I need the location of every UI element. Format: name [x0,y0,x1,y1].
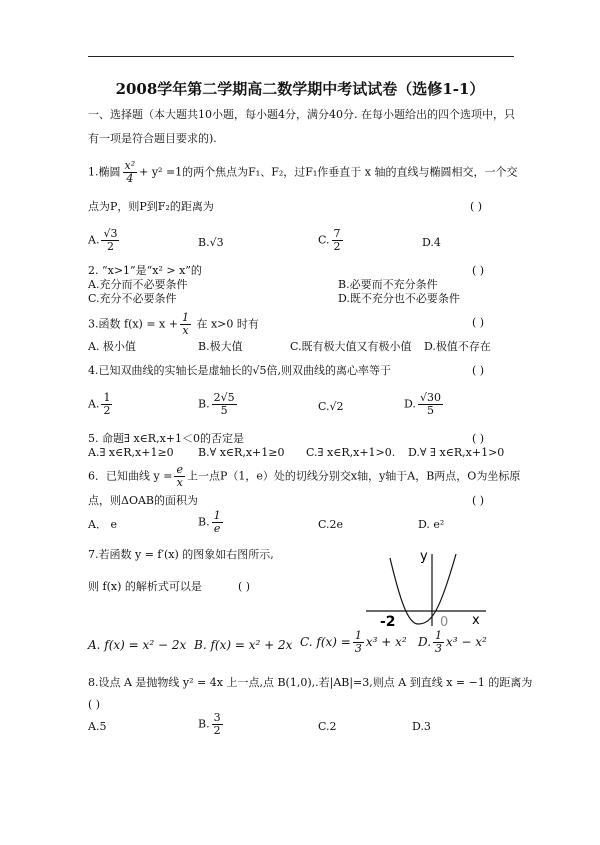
q2-answer-paren[interactable]: ( ) [472,264,485,277]
q4-option-b[interactable]: B. $\frac{2√5}{5}$ [198,391,235,417]
q6-answer-paren[interactable]: ( ) [472,494,485,507]
q1-option-c[interactable]: C. $\frac{7}{2}$ [318,227,341,253]
q8-stem: 8.设点 A 是抛物线 y² = 4x 上一点,点 B(1,0),.若|AB|=3,则点 A 到直线 x = −1 的距离为 [88,676,533,689]
q8-option-a[interactable]: A.5 [88,720,107,733]
graph-neg2-label: -2 [380,614,396,630]
q4-option-c[interactable]: C.√2 [318,400,344,413]
q5-option-c[interactable]: C.∃ x∈R,x+1>0. [306,446,396,459]
q5-option-d[interactable]: D.∀ ∃ x∈R,x+1>0 [408,446,505,459]
q3-option-b[interactable]: B.极大值 [198,340,243,353]
q7-option-d[interactable]: D. $\frac{1}{3}$ x³ − x² [418,629,487,655]
q8-option-d[interactable]: D.3 [412,720,431,733]
derivative-graph [360,540,492,630]
q5-stem: 5. 命题∃ x∈R,x+1＜0的否定是 [88,432,244,445]
q4-option-a[interactable]: A. $\frac{1}{2}$ [88,391,111,417]
intro-line1: 一、选择题（本大题共10小题，每小题4分，满分40分. 在每小题给出的四个选项中，只 [88,108,515,121]
graph-zero-label: 0 [440,615,449,630]
q3-answer-paren[interactable]: ( ) [472,316,485,329]
q2-option-b[interactable]: B.必要而不充分条件 [338,278,438,291]
q6-option-b[interactable]: B. $\frac{1}{e}$ [198,509,221,535]
q6-option-c[interactable]: C.2e [318,518,344,531]
intro-line2: 有一项是符合题目要求的). [88,132,217,145]
q6-option-a[interactable]: A． e [88,518,117,531]
q7-answer-paren[interactable]: ( ) [238,580,251,593]
q4-option-d[interactable]: D. $\frac{√30}{5}$ [404,391,441,417]
q3-stem: 3.函数 f(x) = x + $\frac{1}{x}$ 在 x>0 时有 [88,311,259,337]
q1-stem: 1.椭圆 $\frac{\text{x²}}{4}$ + y² =1的两个焦点为F₁、F₂，过F₁作垂直于 x 轴的直线与椭圆相交，一个交 [88,159,518,185]
q2-option-a[interactable]: A.充分而不必要条件 [88,278,188,291]
header-rule [88,56,514,57]
q3-option-a[interactable]: A. 极小值 [88,340,136,353]
q8-option-b[interactable]: B. $\frac{3}{2}$ [198,711,221,737]
q7-option-c[interactable]: C. f(x) = $\frac{1}{3}$ x³ + x² [300,629,407,655]
q5-answer-paren[interactable]: ( ) [472,432,485,445]
q7-option-a[interactable]: A. f(x) = x² − 2x [88,638,187,652]
q6-option-d[interactable]: D. e² [418,518,445,531]
q2-option-d[interactable]: D.既不充分也不必要条件 [338,292,460,305]
graph-y-label: y [420,549,428,564]
q7-line2: 则 f(x) 的解析式可以是 [88,580,202,593]
q1-line2: 点为P，则P到F₂的距离为 [88,200,214,213]
q8-answer-paren[interactable]: ( ) [88,698,101,711]
q4-answer-paren[interactable]: ( ) [472,364,485,377]
q5-option-b[interactable]: B.∀ x∈R,x+1≥0 [198,446,285,459]
q1-option-b[interactable]: B.√3 [198,236,224,249]
page-title: 2008学年第二学期高二数学期中考试试卷（选修1-1） [115,80,485,98]
q1-answer-paren[interactable]: ( ) [470,200,483,213]
graph-x-label: x [472,613,480,628]
q6-line2: 点，则ΔOAB的面积为 [88,494,198,507]
q5-option-a[interactable]: A.∃ x∈R,x+1≥0 [88,446,174,459]
graph-parabola [390,554,456,624]
q3-option-d[interactable]: D.极值不存在 [424,340,491,353]
q3-option-c[interactable]: C.既有极大值又有极小值 [290,340,412,353]
q7-stem: 7.若函数 y = f′(x) 的图象如右图所示, [88,548,274,561]
q2-option-c[interactable]: C.充分不必要条件 [88,292,177,305]
q1-option-d[interactable]: D.4 [422,236,441,249]
q8-option-c[interactable]: C.2 [318,720,337,733]
q1-option-a[interactable]: A. $\frac{√3}{2}$ [88,227,118,253]
q7-option-b[interactable]: B. f(x) = x² + 2x [194,638,293,652]
q6-stem: 6．已知曲线 y = $\frac{e}{x}$ 上一点P（1，e）处的切线分别交x轴，y轴于A，B两点，O为坐标原 [88,463,521,489]
q2-stem: 2. “x>1”是“x² > x”的 [88,264,202,277]
q4-stem: 4.已知双曲线的实轴长是虚轴长的√5倍,则双曲线的离心率等于 [88,364,391,377]
